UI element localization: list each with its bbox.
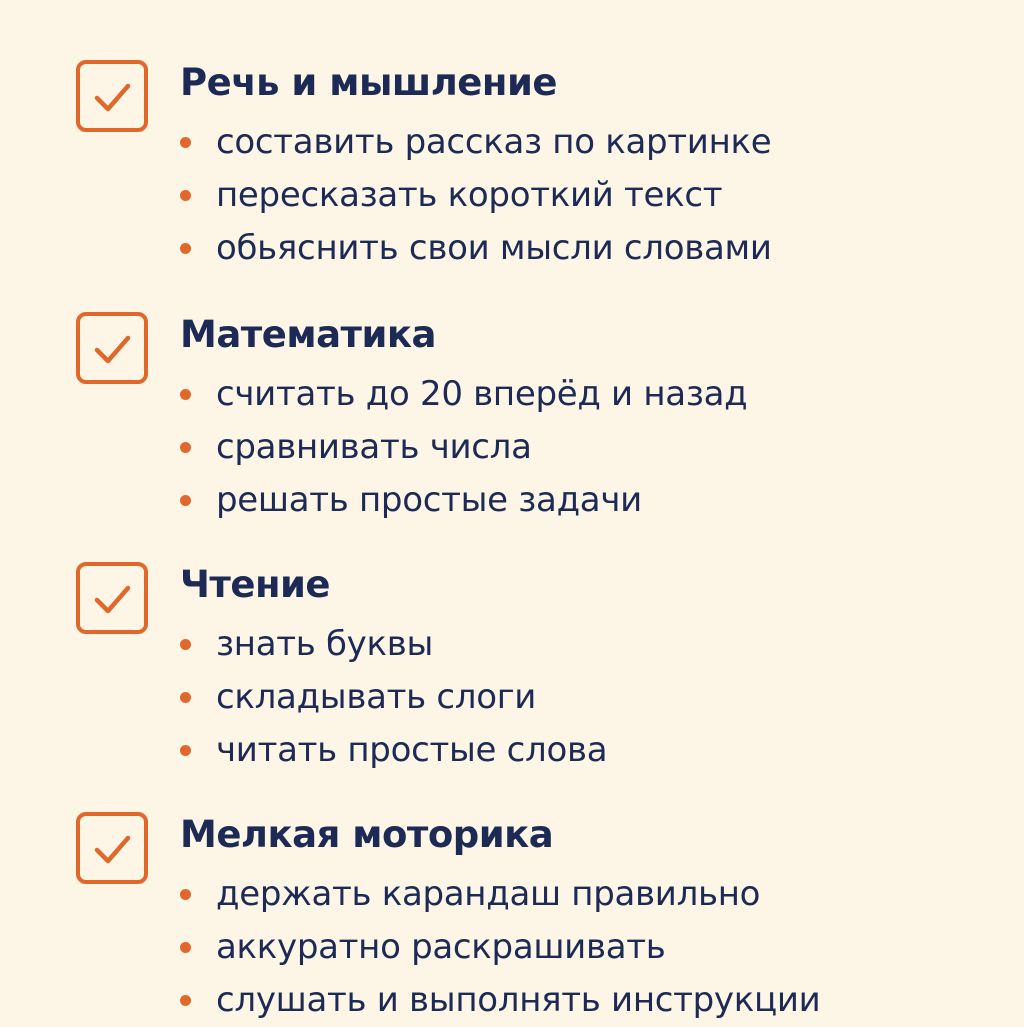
skill-list bbox=[180, 368, 747, 527]
skill-item bbox=[180, 868, 820, 921]
skill-item bbox=[180, 169, 772, 222]
skill-text: держать карандаш правильно bbox=[216, 874, 761, 914]
section-checkbox[interactable] bbox=[76, 812, 148, 884]
skill-item bbox=[180, 921, 820, 974]
checkmark-icon bbox=[92, 829, 132, 869]
bullet-icon bbox=[180, 190, 191, 201]
skill-item bbox=[180, 724, 607, 777]
checkmark-icon bbox=[92, 77, 132, 117]
bullet-icon bbox=[180, 137, 191, 148]
bullet-icon bbox=[180, 442, 191, 453]
skill-item bbox=[180, 618, 607, 671]
skill-item bbox=[180, 474, 747, 527]
bullet-icon bbox=[180, 942, 191, 953]
checkmark-icon bbox=[92, 329, 132, 369]
skill-item bbox=[180, 421, 747, 474]
skill-text: решать простые задачи bbox=[216, 480, 642, 520]
section-checkbox[interactable] bbox=[76, 60, 148, 132]
skill-text: слушать и выполнять инструкции bbox=[216, 980, 821, 1020]
section-title: Речь и мышление bbox=[180, 61, 557, 104]
skill-item bbox=[180, 222, 772, 275]
bullet-icon bbox=[180, 243, 191, 254]
skill-item bbox=[180, 974, 820, 1027]
skill-text: обьяснить свои мысли словами bbox=[216, 228, 772, 268]
skill-text: аккуратно раскрашивать bbox=[216, 927, 666, 967]
skill-item bbox=[180, 116, 772, 169]
section-checkbox[interactable] bbox=[76, 312, 148, 384]
skill-text: складывать слоги bbox=[216, 677, 537, 717]
bullet-icon bbox=[180, 495, 191, 506]
skill-list bbox=[180, 868, 820, 1027]
section-title: Математика bbox=[180, 313, 436, 356]
section-title: Мелкая моторика bbox=[180, 813, 554, 856]
skill-text: читать простые слова bbox=[216, 730, 608, 770]
bullet-icon bbox=[180, 889, 191, 900]
skill-text: пересказать короткий текст bbox=[216, 175, 723, 215]
bullet-icon bbox=[180, 745, 191, 756]
skill-text: считать до 20 вперёд и назад bbox=[216, 374, 748, 414]
bullet-icon bbox=[180, 692, 191, 703]
bullet-icon bbox=[180, 639, 191, 650]
section-checkbox[interactable] bbox=[76, 562, 148, 634]
skill-text: знать буквы bbox=[216, 624, 434, 664]
skill-text: сравнивать числа bbox=[216, 427, 532, 467]
bullet-icon bbox=[180, 389, 191, 400]
skill-item bbox=[180, 368, 747, 421]
skill-text: составить рассказ по картинке bbox=[216, 122, 772, 162]
skill-list bbox=[180, 618, 607, 777]
skill-list bbox=[180, 116, 772, 275]
section-title: Чтение bbox=[180, 563, 331, 606]
bullet-icon bbox=[180, 995, 191, 1006]
checkmark-icon bbox=[92, 579, 132, 619]
skill-item bbox=[180, 671, 607, 724]
